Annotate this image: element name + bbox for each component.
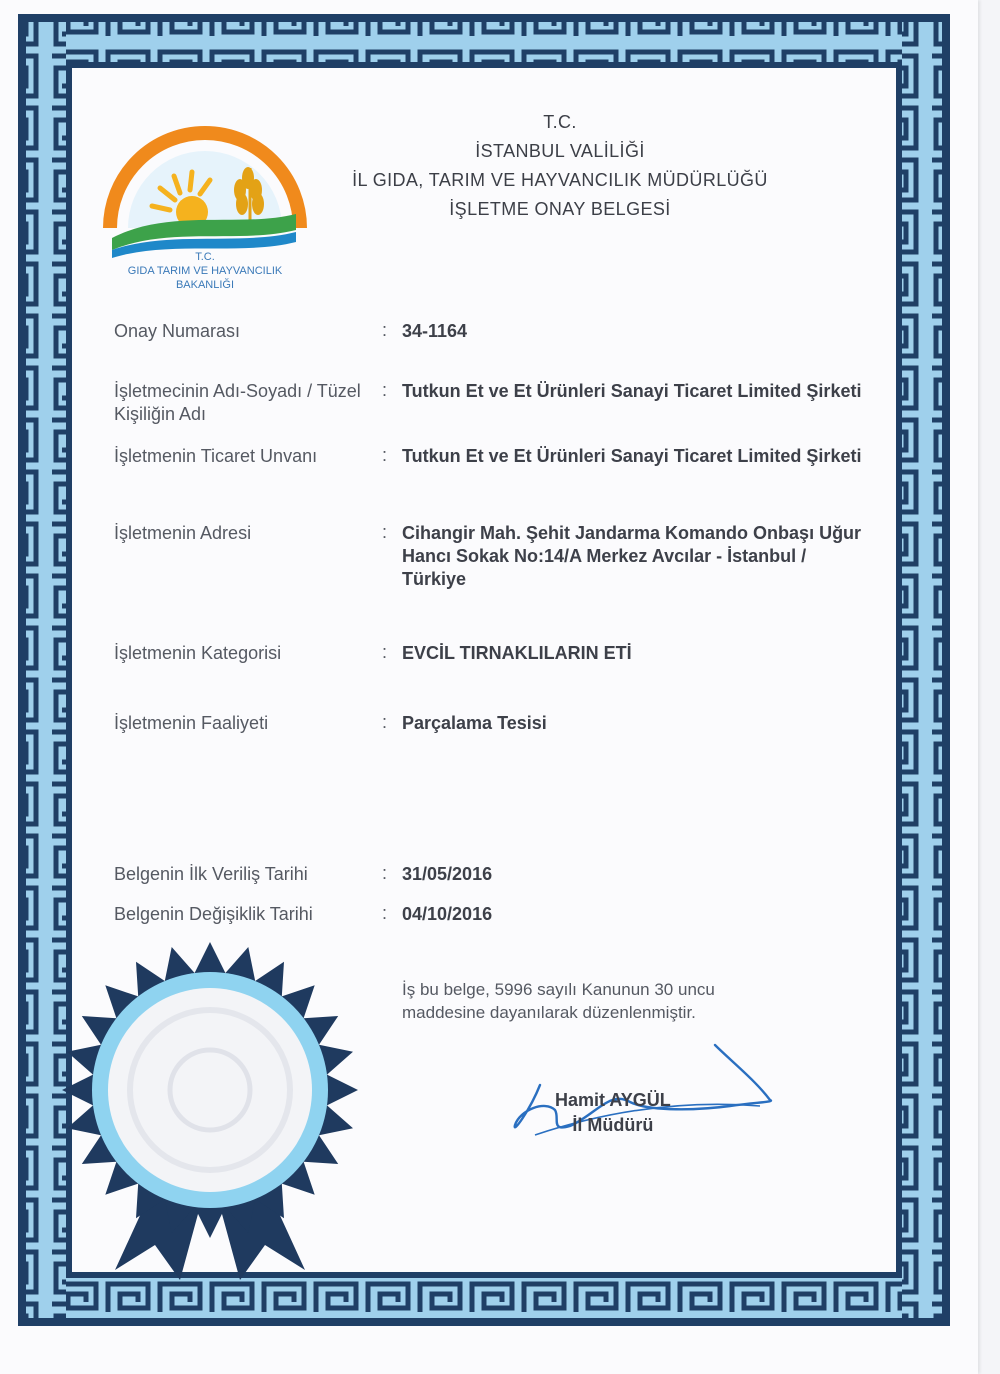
field-value: 31/05/2016 [402, 864, 493, 884]
field-value: Parçalama Tesisi [402, 713, 547, 733]
logo-line1: GIDA TARIM VE HAYVANCILIK [127, 265, 283, 277]
field-label: İşletmenin Kategorisi [114, 643, 282, 663]
field-label: İşletmenin Faaliyeti [114, 713, 269, 733]
field-colon: : [382, 863, 388, 883]
field-label: Onay Numarası [114, 321, 241, 341]
logo-line2: BAKANLIĞI [175, 279, 235, 291]
signer-name: Hamit AYGÜL [555, 1090, 671, 1110]
header-tc: T.C. [543, 112, 577, 132]
field-value: Tutkun Et ve Et Ürünleri Sanayi Ticaret Limited Şirketi [402, 446, 862, 466]
field-colon: : [382, 642, 388, 662]
logo-caption [100, 250, 310, 292]
field-value: 04/10/2016 [402, 904, 493, 924]
document-title: İŞLETME ONAY BELGESİ [449, 199, 671, 219]
field-colon: : [382, 380, 388, 400]
field-label: İşletmenin Adresi [114, 523, 252, 543]
header-directorate: İL GIDA, TARIM VE HAYVANCILIK MÜDÜRLÜĞÜ [352, 170, 768, 190]
field-value: 34-1164 [402, 321, 468, 341]
field-colon: : [382, 320, 388, 340]
field-colon: : [382, 445, 388, 465]
rosette-seal-icon [60, 940, 360, 1280]
field-value: Tutkun Et ve Et Ürünleri Sanayi Ticaret Limited Şirketi [402, 381, 862, 401]
field-colon: : [382, 522, 388, 542]
field-value: EVCİL TIRNAKLILARIN ETİ [402, 643, 632, 663]
signer-title: İl Müdürü [572, 1115, 654, 1135]
field-label: İşletmenin Ticaret Unvanı [114, 446, 318, 466]
field-value: Cihangir Mah. Şehit Jandarma Komando Onbaşı Uğur Hancı Sokak No:14/A Merkez Avcılar - İstanbul / Türkiye [402, 523, 862, 589]
field-label: Belgenin Değişiklik Tarihi [114, 904, 313, 924]
header-governorship: İSTANBUL VALİLİĞİ [475, 141, 645, 161]
sun-wheat-icon [100, 108, 310, 258]
field-colon: : [382, 712, 388, 732]
signature-block [555, 1088, 671, 1138]
legal-note: İş bu belge, 5996 sayılı Kanunun 30 uncu maddesine dayanılarak düzenlenmiştir. [402, 980, 715, 1022]
field-label: Belgenin İlk Veriliş Tarihi [114, 864, 308, 884]
logo-tc: T.C. [195, 251, 215, 263]
field-label: İşletmecinin Adı-Soyadı / Tüzel Kişiliğin Adı [114, 381, 361, 424]
document-header [300, 108, 820, 224]
field-colon: : [382, 903, 388, 923]
